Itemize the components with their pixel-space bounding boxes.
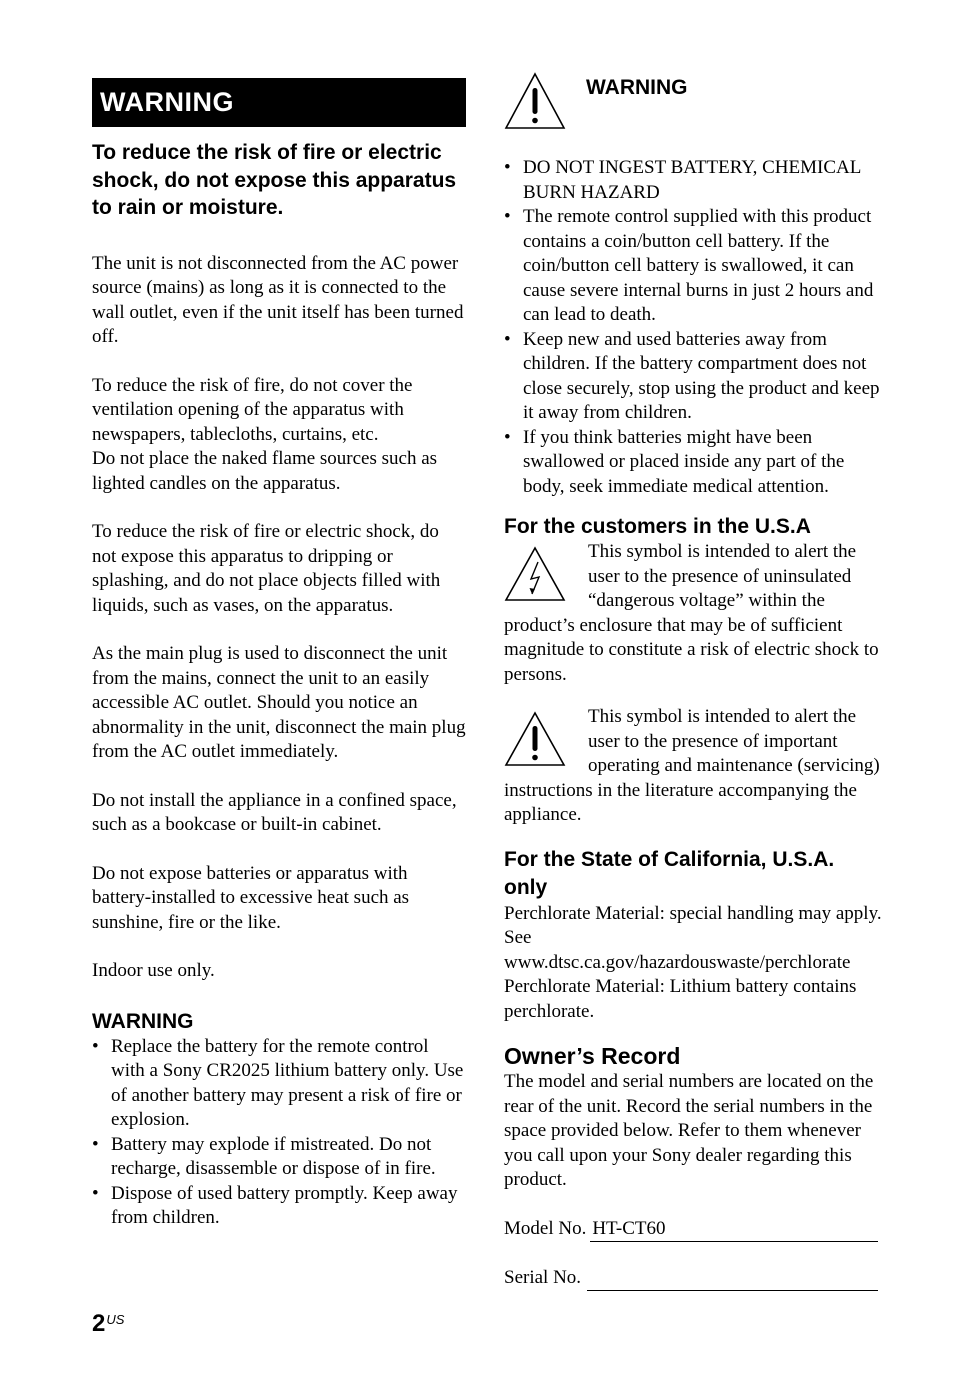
ingest-warning-list [504,156,882,499]
voltage-symbol-block [504,540,882,687]
left-column [92,78,466,1231]
owners-record-heading: Owner’s Record [504,1043,681,1069]
warning-banner [92,78,466,127]
ventilation-notice: To reduce the risk of fire, do not cover the ventilation opening of the apparatus with newspapers, tablecloths, curtains, etc. [92,374,413,445]
list-item: • Battery may explode if mistreated. Do not recharge, disassemble or dispose of in fire. [92,1133,466,1182]
important-symbol-block [504,705,882,828]
usa-customers-heading: For the customers in the U.S.A [504,515,811,538]
model-number-value: HT-CT60 [592,1217,666,1239]
list-item: • DO NOT INGEST BATTERY, CHEMICAL BURN HAZARD [504,156,882,205]
dtsc-url: www.dtsc.ca.gov/hazardouswaste/perchlorate [504,951,851,973]
rain-moisture-warning: To reduce the risk of fire or electric shock, do not expose this apparatus to rain or moisture. [92,141,457,219]
list-item: • Replace the battery for the remote control with a Sony CR2025 lithium battery only. Use of another battery may present a risk of fire or explosion. [92,1035,466,1133]
voltage-symbol-text: This symbol is intended to alert the user to the presence of uninsulated “dangerous voltage” within the product’s enclosure that may be of sufficient magnitude to constitute a risk of electric shock to persons. [504,541,879,685]
indoor-use-notice: Indoor use only. [92,960,215,981]
model-number-field[interactable] [590,1217,878,1242]
list-item: • Dispose of used battery promptly. Keep away from children. [92,1182,466,1231]
perchlorate-handling-text: Perchlorate Material: special handling may apply. [504,902,882,924]
main-plug-notice: As the main plug is used to disconnect the unit from the mains, connect the unit to an easily accessible AC outlet. Should you notice an abnormality in the unit, disconnect the main plug from the AC outlet immediately. [92,643,466,762]
ingest-warning-header [504,70,882,130]
serial-number-field[interactable] [587,1266,878,1291]
list-item: • If you think batteries might have been swallowed or placed inside any part of the body, seek immediate medical attention. [504,426,882,500]
serial-number-label: Serial No. [504,1267,582,1288]
battery-heat-notice: Do not expose batteries or apparatus with battery-installed to excessive heat such as sunshine, fire or the like. [92,862,410,933]
see-label: See [504,927,532,948]
ingest-warning-heading: WARNING [586,76,688,99]
exclamation-triangle-icon [504,711,566,767]
perchlorate-battery-text: Perchlorate Material: Lithium battery contains perchlorate. [504,976,857,1022]
california-heading: For the State of California, U.S.A. only [504,847,835,899]
important-symbol-text: This symbol is intended to alert the user to the presence of important operating and maintenance (servicing) instructions in the literature accompanying the appliance. [504,706,880,825]
warning-banner-title: WARNING [100,87,234,117]
model-number-row [504,1217,878,1242]
list-item: • Keep new and used batteries away from children. If the battery compartment does not close securely, stop using the product and keep it away from children. [504,328,882,426]
naked-flame-notice: Do not place the naked flame sources such as lighted candles on the apparatus. [92,448,438,494]
confined-space-notice: Do not install the appliance in a confined space, such as a bookcase or built-in cabinet. [92,789,457,835]
page-number-suffix: US [106,1312,125,1327]
battery-warning-heading: WARNING [92,1009,194,1033]
caution-triangle-icon [504,72,566,130]
dripping-splashing-notice: To reduce the risk of fire or electric shock, do not expose this apparatus to dripping or splashing, and do not place objects filled with liquids, such as vases, on the apparatus. [92,521,441,616]
page-number [92,1310,124,1338]
page-number-value: 2 [92,1310,106,1337]
list-item: • The remote control supplied with this product contains a coin/button cell battery. If the coin/button cell battery is swallowed, it can cause severe internal burns in just 2 hours and can lead to death. [504,205,882,328]
serial-number-row [504,1266,878,1291]
right-column [504,70,882,1291]
california-notice [504,902,882,1025]
battery-warning-list [92,1035,466,1231]
lightning-triangle-icon [504,546,566,602]
owners-record-text: The model and serial numbers are located on the rear of the unit. Record the serial numbers in the space provided below. Refer to them whenever you call upon your Sony dealer regarding this product. [504,1071,874,1190]
ac-disconnect-notice: The unit is not disconnected from the AC power source (mains) as long as it is connected to the wall outlet, even if the unit itself has been turned off. [92,252,464,347]
model-number-label: Model No. [504,1218,587,1239]
